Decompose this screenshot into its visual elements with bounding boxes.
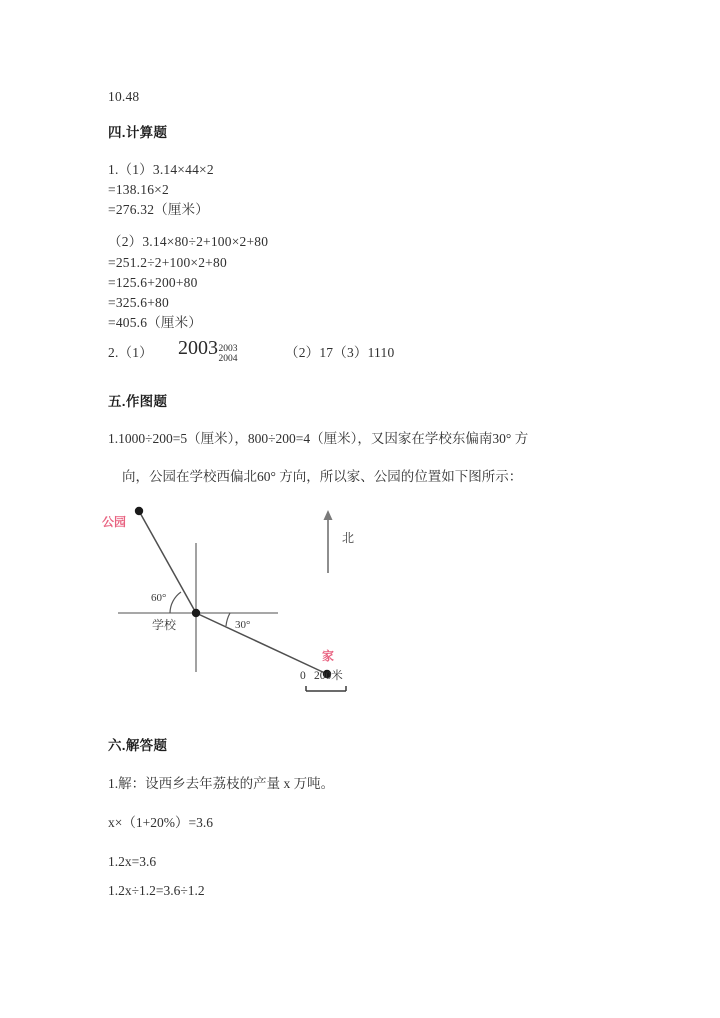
direction-diagram bbox=[100, 495, 400, 705]
calc-line-8: =405.6（厘米） bbox=[108, 315, 202, 330]
angle-arc-60 bbox=[170, 592, 181, 613]
label-school: 学校 bbox=[152, 618, 177, 632]
park-point bbox=[135, 507, 143, 515]
mixed-number-fraction bbox=[219, 345, 238, 365]
angle-label-30: 30° bbox=[235, 619, 251, 631]
drawing-line-1: 1.1000÷200=5（厘米），800÷200=4（厘米），又因家在学校东偏南30° 方 bbox=[108, 431, 529, 446]
calc-line-5: =251.2÷2+100×2+80 bbox=[108, 255, 227, 270]
fraction-denominator: 2004 bbox=[218, 354, 238, 365]
calc-line-3: =276.32（厘米） bbox=[108, 202, 209, 217]
school-point bbox=[192, 609, 200, 617]
section-heading-drawing: 五.作图题 bbox=[108, 394, 168, 409]
calc-line-6: =125.6+200+80 bbox=[108, 275, 198, 290]
label-park: 公园 bbox=[102, 515, 127, 529]
calc-line-7: =325.6+80 bbox=[108, 295, 169, 310]
scale-label-value: 200米 bbox=[314, 670, 343, 682]
solution-line-3: 1.2x=3.6 bbox=[108, 854, 157, 869]
ray-to-home bbox=[196, 613, 327, 674]
solution-line-4: 1.2x÷1.2=3.6÷1.2 bbox=[108, 883, 205, 898]
section-heading-solution: 六.解答题 bbox=[108, 738, 168, 753]
angle-label-60: 60° bbox=[151, 592, 167, 604]
label-home: 家 bbox=[322, 649, 335, 663]
ray-to-park bbox=[139, 511, 196, 613]
scale-label-zero: 0 bbox=[300, 670, 306, 682]
calc-item2-prefix: 2.（1） bbox=[108, 345, 153, 360]
solution-line-1: 1.解：设西乡去年荔枝的产量 x 万吨。 bbox=[108, 776, 335, 791]
section-heading-calculation: 四.计算题 bbox=[108, 125, 168, 140]
mixed-number-2003-2003-2004 bbox=[178, 338, 238, 365]
previous-answer-value: 10.48 bbox=[108, 89, 140, 104]
angle-arc-30 bbox=[226, 613, 230, 626]
calc-item2-rest: （2）17（3）1110 bbox=[285, 345, 395, 360]
north-arrow-head bbox=[324, 510, 333, 520]
mixed-number-whole: 2003 bbox=[178, 337, 218, 359]
label-north: 北 bbox=[342, 531, 355, 545]
calc-line-2: =138.16×2 bbox=[108, 182, 169, 197]
calc-line-4: （2）3.14×80÷2+100×2+80 bbox=[108, 234, 269, 249]
solution-line-2: x×（1+20%）=3.6 bbox=[108, 815, 213, 830]
direction-diagram-svg bbox=[100, 495, 400, 705]
calc-line-1: 1.（1）3.14×44×2 bbox=[108, 162, 214, 177]
drawing-line-2: 向，公园在学校西偏北60° 方向，所以家、公园的位置如下图所示： bbox=[122, 469, 523, 484]
fraction-numerator: 2003 bbox=[218, 344, 238, 355]
